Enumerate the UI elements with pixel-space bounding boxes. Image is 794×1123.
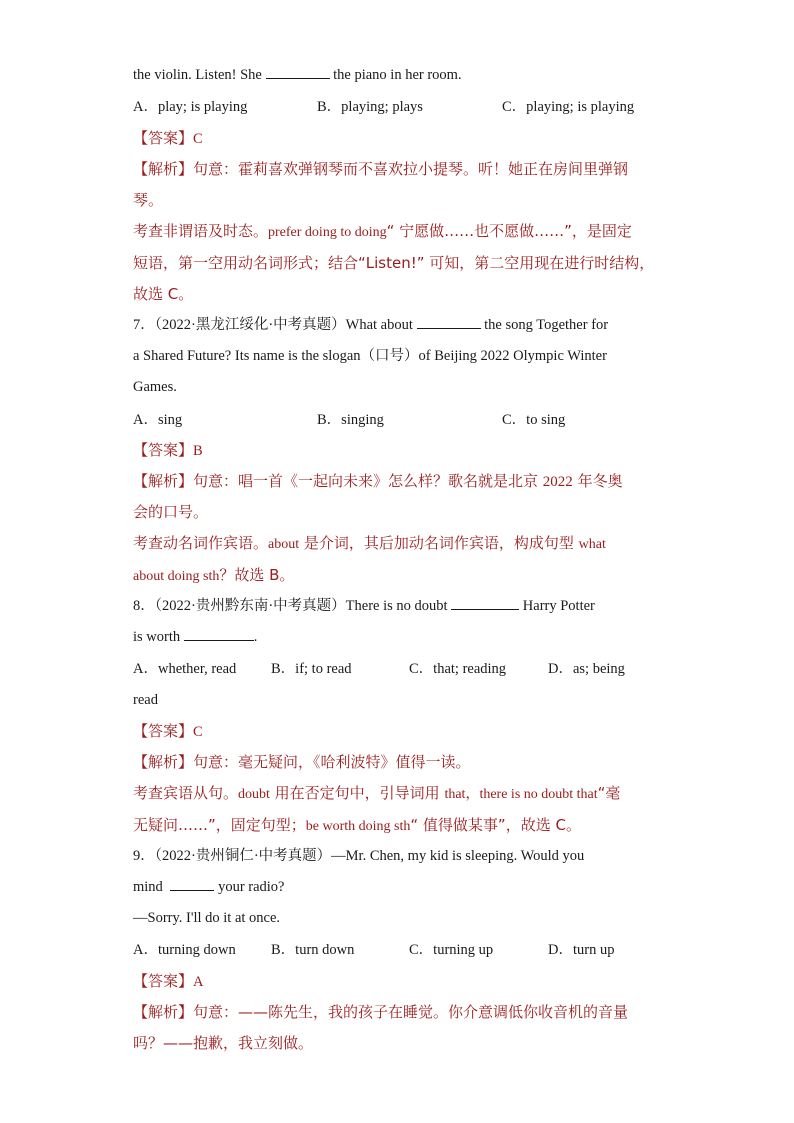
q8-stem-text-4: . <box>253 629 258 645</box>
explain-text: “ 宁愿做……也不愿做……”，是固定 <box>386 222 632 240</box>
q7-analysis <box>133 471 663 492</box>
q7-stem-text: 7．（2022·黑龙江绥化·中考真题）What about <box>133 317 413 333</box>
q9-blank <box>170 877 214 891</box>
q8-explain-2 <box>133 815 663 837</box>
analysis-text: 句意：唱一首《一起向未来》怎么样？歌名就是北京 <box>193 472 543 490</box>
q6-explain-3 <box>133 284 663 304</box>
q9-options <box>133 940 663 960</box>
q7-answer <box>133 440 663 461</box>
analysis-tag: 【解析】 <box>133 160 194 178</box>
q6-option-a: A．play; is playing <box>133 99 248 115</box>
q8-blank-2 <box>184 627 254 641</box>
q6-options <box>133 97 663 117</box>
explain-text: ？故选 B。 <box>219 566 295 584</box>
q9-stem: 9．（2022·贵州铜仁·中考真题）—Mr. Chen, my kid is sleeping. Would you <box>133 848 585 864</box>
explain-text: about doing sth <box>133 569 220 584</box>
q7-option-c: C．to sing <box>502 412 566 428</box>
q8-stem-text: 8．（2022·贵州黔东南·中考真题）There is no doubt <box>133 598 448 614</box>
explain-text: 是介词，其后加动名词作宾语，构成句型 <box>299 534 579 552</box>
explain-text: that <box>444 787 466 802</box>
q6-option-c: C．playing; is playing <box>502 99 635 115</box>
answer-tag: 【答案】 <box>133 441 194 459</box>
explain-text: 考查非谓语及时态。 <box>133 222 269 240</box>
q6-stem-text-2: the piano in her room. <box>333 67 462 83</box>
q6-answer <box>133 128 663 149</box>
answer-tag: 【答案】 <box>133 722 194 740</box>
q7-explain-2 <box>133 565 663 587</box>
q9-analysis-cont: 吗？——抱歉，我立刻做。 <box>133 1034 314 1052</box>
answer-value: B <box>193 443 203 459</box>
q8-option-c: C．that; reading <box>409 661 507 677</box>
q9-stem-text: mind <box>133 879 163 895</box>
q6-explain-2: 短语，第一空用动名词形式；结合“Listen!” 可知，第二空用现在进行时结构， <box>133 254 655 272</box>
analysis-text: 2022 <box>542 474 573 490</box>
q8-stem <box>133 596 663 616</box>
q7-options <box>133 410 663 430</box>
q8-blank-1 <box>451 596 519 610</box>
explain-text: 考查动名词作宾语。 <box>133 534 269 552</box>
explain-text: “毫 <box>597 784 621 802</box>
q7-analysis-cont: 会的口号。 <box>133 503 209 521</box>
answer-value: C <box>193 724 203 740</box>
q9-stem-text-2: your radio? <box>218 879 285 895</box>
explain-text: doubt <box>238 787 270 802</box>
q7-stem-text-2: the song Together for <box>484 317 609 333</box>
q7-stem-line-2: a Shared Future? Its name is the slogan（口号）of Beijing 2022 Olympic Winter <box>133 348 607 364</box>
q8-explain-1 <box>133 783 663 805</box>
answer-value: A <box>193 974 204 990</box>
explain-text: what <box>578 537 606 552</box>
explain-text: ，there is no doubt that <box>465 787 598 802</box>
explain-text: prefer doing to doing <box>268 225 387 240</box>
q8-options <box>133 659 663 679</box>
explain-text: 用在否定句中，引导词用 <box>269 784 445 802</box>
q7-blank <box>417 315 481 329</box>
q6-analysis-cont: 琴。 <box>133 191 164 209</box>
q7-option-a: A．sing <box>133 412 183 428</box>
q8-option-d: D．as; being <box>548 661 625 677</box>
q8-answer <box>133 721 663 742</box>
answer-tag: 【答案】 <box>133 972 194 990</box>
analysis-tag: 【解析】 <box>133 753 194 771</box>
q7-option-b: B．singing <box>317 412 384 428</box>
analysis-tag: 【解析】 <box>133 1003 194 1021</box>
q9-option-b: B．turn down <box>271 942 355 958</box>
answer-tag: 【答案】 <box>133 129 194 147</box>
explain-text: 无疑问……”，固定句型； <box>133 816 306 834</box>
explain-text: C。 <box>555 816 581 834</box>
analysis-text: 句意：——陈先生，我的孩子在睡觉。你介意调低你收音机的音量 <box>193 1003 629 1021</box>
explain-text: 考查宾语从句。 <box>133 784 239 802</box>
analysis-text: 句意：霍莉喜欢弹钢琴而不喜欢拉小提琴。听！她正在房间里弹钢 <box>193 160 629 178</box>
answer-value: C <box>193 131 203 147</box>
q6-stem <box>133 65 663 85</box>
q8-stem-text-2: Harry Potter <box>522 598 595 614</box>
q9-option-a: A．turning down <box>133 942 236 958</box>
analysis-tag: 【解析】 <box>133 472 194 490</box>
q9-stem-line-2 <box>133 877 663 897</box>
q8-option-a: A．whether, read <box>133 661 237 677</box>
explain-text: 故选 <box>133 285 168 303</box>
q8-option-b: B．if; to read <box>271 661 352 677</box>
q7-stem-line-3: Games. <box>133 379 177 395</box>
q6-explain-1 <box>133 221 663 243</box>
q6-option-b: B．playing; plays <box>317 99 423 115</box>
q6-stem-text: the violin. Listen! She <box>133 67 262 83</box>
q8-option-d-wrap: read <box>133 692 158 708</box>
q9-option-d: D．turn up <box>548 942 615 958</box>
q9-analysis <box>133 1002 663 1022</box>
q8-analysis <box>133 752 663 772</box>
q7-explain-1 <box>133 533 663 555</box>
explain-text: “ 值得做某事”，故选 <box>410 816 556 834</box>
q6-analysis <box>133 159 663 179</box>
q8-stem-text-3: is worth <box>133 629 181 645</box>
q6-blank <box>266 65 330 79</box>
q9-answer <box>133 971 663 992</box>
q9-option-c: C．turning up <box>409 942 494 958</box>
analysis-text: 年冬奥 <box>572 472 623 490</box>
explain-text: about <box>268 537 300 552</box>
q7-stem <box>133 315 663 335</box>
explain-text: C。 <box>167 285 194 303</box>
q8-stem-line-2 <box>133 627 663 647</box>
q9-stem-line-3: —Sorry. I'll do it at once. <box>133 910 281 926</box>
explain-text: be worth doing sth <box>305 819 411 834</box>
analysis-text: 句意：毫无疑问，《哈利波特》值得一读。 <box>193 753 471 771</box>
